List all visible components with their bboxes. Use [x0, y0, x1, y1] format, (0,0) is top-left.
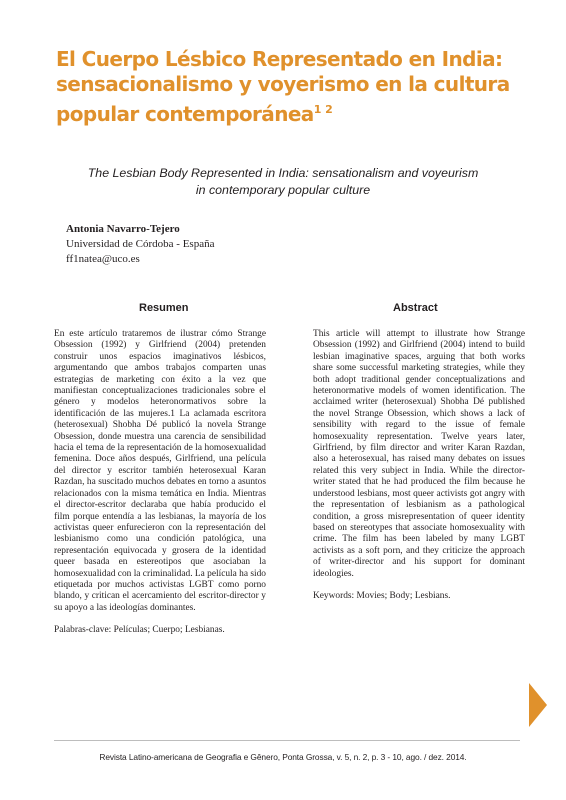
next-page-arrow-icon[interactable] — [529, 683, 547, 727]
abstract-column — [313, 329, 525, 602]
title-footnote-marks: 1 2 — [313, 103, 333, 116]
resumen-column — [54, 329, 266, 637]
resumen-heading: Resumen — [139, 302, 189, 314]
title-text: El Cuerpo Lésbico Representado en India: sensacionalismo y voyerismo en la cultura popular contemporánea — [56, 47, 510, 126]
english-title-line-1: The Lesbian Body Represented in India: sensationalism and voyeurism — [87, 166, 479, 180]
english-title-line-2: in contemporary popular culture — [195, 183, 371, 197]
journal-footer: Revista Latino-americana de Geografia e Gênero, Ponta Grossa, v. 5, n. 2, p. 3 - 10, ago. / dez. 2014. — [99, 752, 467, 762]
author-email: ff1natea@uco.es — [66, 253, 140, 265]
footer-divider — [54, 740, 520, 741]
abstract-keywords: Keywords: Movies; Body; Lesbians. — [313, 590, 451, 601]
author-name: Antonia Navarro-Tejero — [66, 223, 180, 235]
abstract-heading: Abstract — [393, 302, 438, 314]
resumen-keywords: Palabras-clave: Películas; Cuerpo; Lesbianas. — [54, 625, 225, 636]
resumen-body: En este artículo trataremos de ilustrar cómo Strange Obsession (1992) y Girlfriend (2004) pretenden construir unos espacios imaginativos lésbicos, argumentando que ambos trabajos comparten unas estrategias de marketing con éxito a la vez que manifiestan conceptualizaciones tradicionales sobre el género y modelos heteronormativos sobre la identificación de las mujeres.1 La aclamada escritora (heterosexual) Shobha Dé publicó la novela Strange Obsession, donde muestra una carencia de sensibilidad hacia el tema de la representación de la homosexualidad femenina. Doce años después, Girlfriend, una película del director y escritor también heterosexual Karan Razdan, ha suscitado muchos debates en torno a asuntos relacionados con la misma temática en India. Mientras el director-escritor declaraba que había producido el film porque entendía a las lesbianas, la mayoría de los activistas queer enfurecieron con la representación del lesbianismo como una condición patológica, una representación equivocada y grosera de la identidad queer basada en estereotipos que asociaban la homosexualidad con la criminalidad. La película ha sido etiquetada por muchos activistas LGBT como porno blando, y critican el acercamiento del escritor-director y su apoyo a las ideologías dominantes. — [54, 329, 266, 613]
english-title — [50, 165, 516, 199]
abstract-body: This article will attempt to illustrate how Strange Obsession (1992) and Girlfriend (2004) intend to build lesbian imaginative spaces, arguing that both works share some successful marketing strategies, while they both adopt traditional gender conceptualizations and heteronormative models of women identification. The acclaimed writer (heterosexual) Shobha Dé published the novel Strange Obsession, which shows a lack of sensibility with regard to the issue of female homosexuality representation. Twelve years later, Girlfriend, by film director and writer Karan Razdan, also a heterosexual, has raised many debates on issues related this very subject in India. While the director-writer stated that he had produced the film because he understood lesbians, most queer activists got angry with the representation of lesbianism as a pathological condition, a gross misrepresentation of queer identity based on stereotypes that associate homosexuality with crime. The film has been labeled by many LGBT activists as a soft porn, and they criticize the approach of writer-director and his support for dominant ideologies. — [313, 329, 525, 579]
article-title — [56, 47, 526, 127]
author-block — [66, 222, 214, 267]
author-affiliation: Universidad de Córdoba - España — [66, 238, 215, 250]
